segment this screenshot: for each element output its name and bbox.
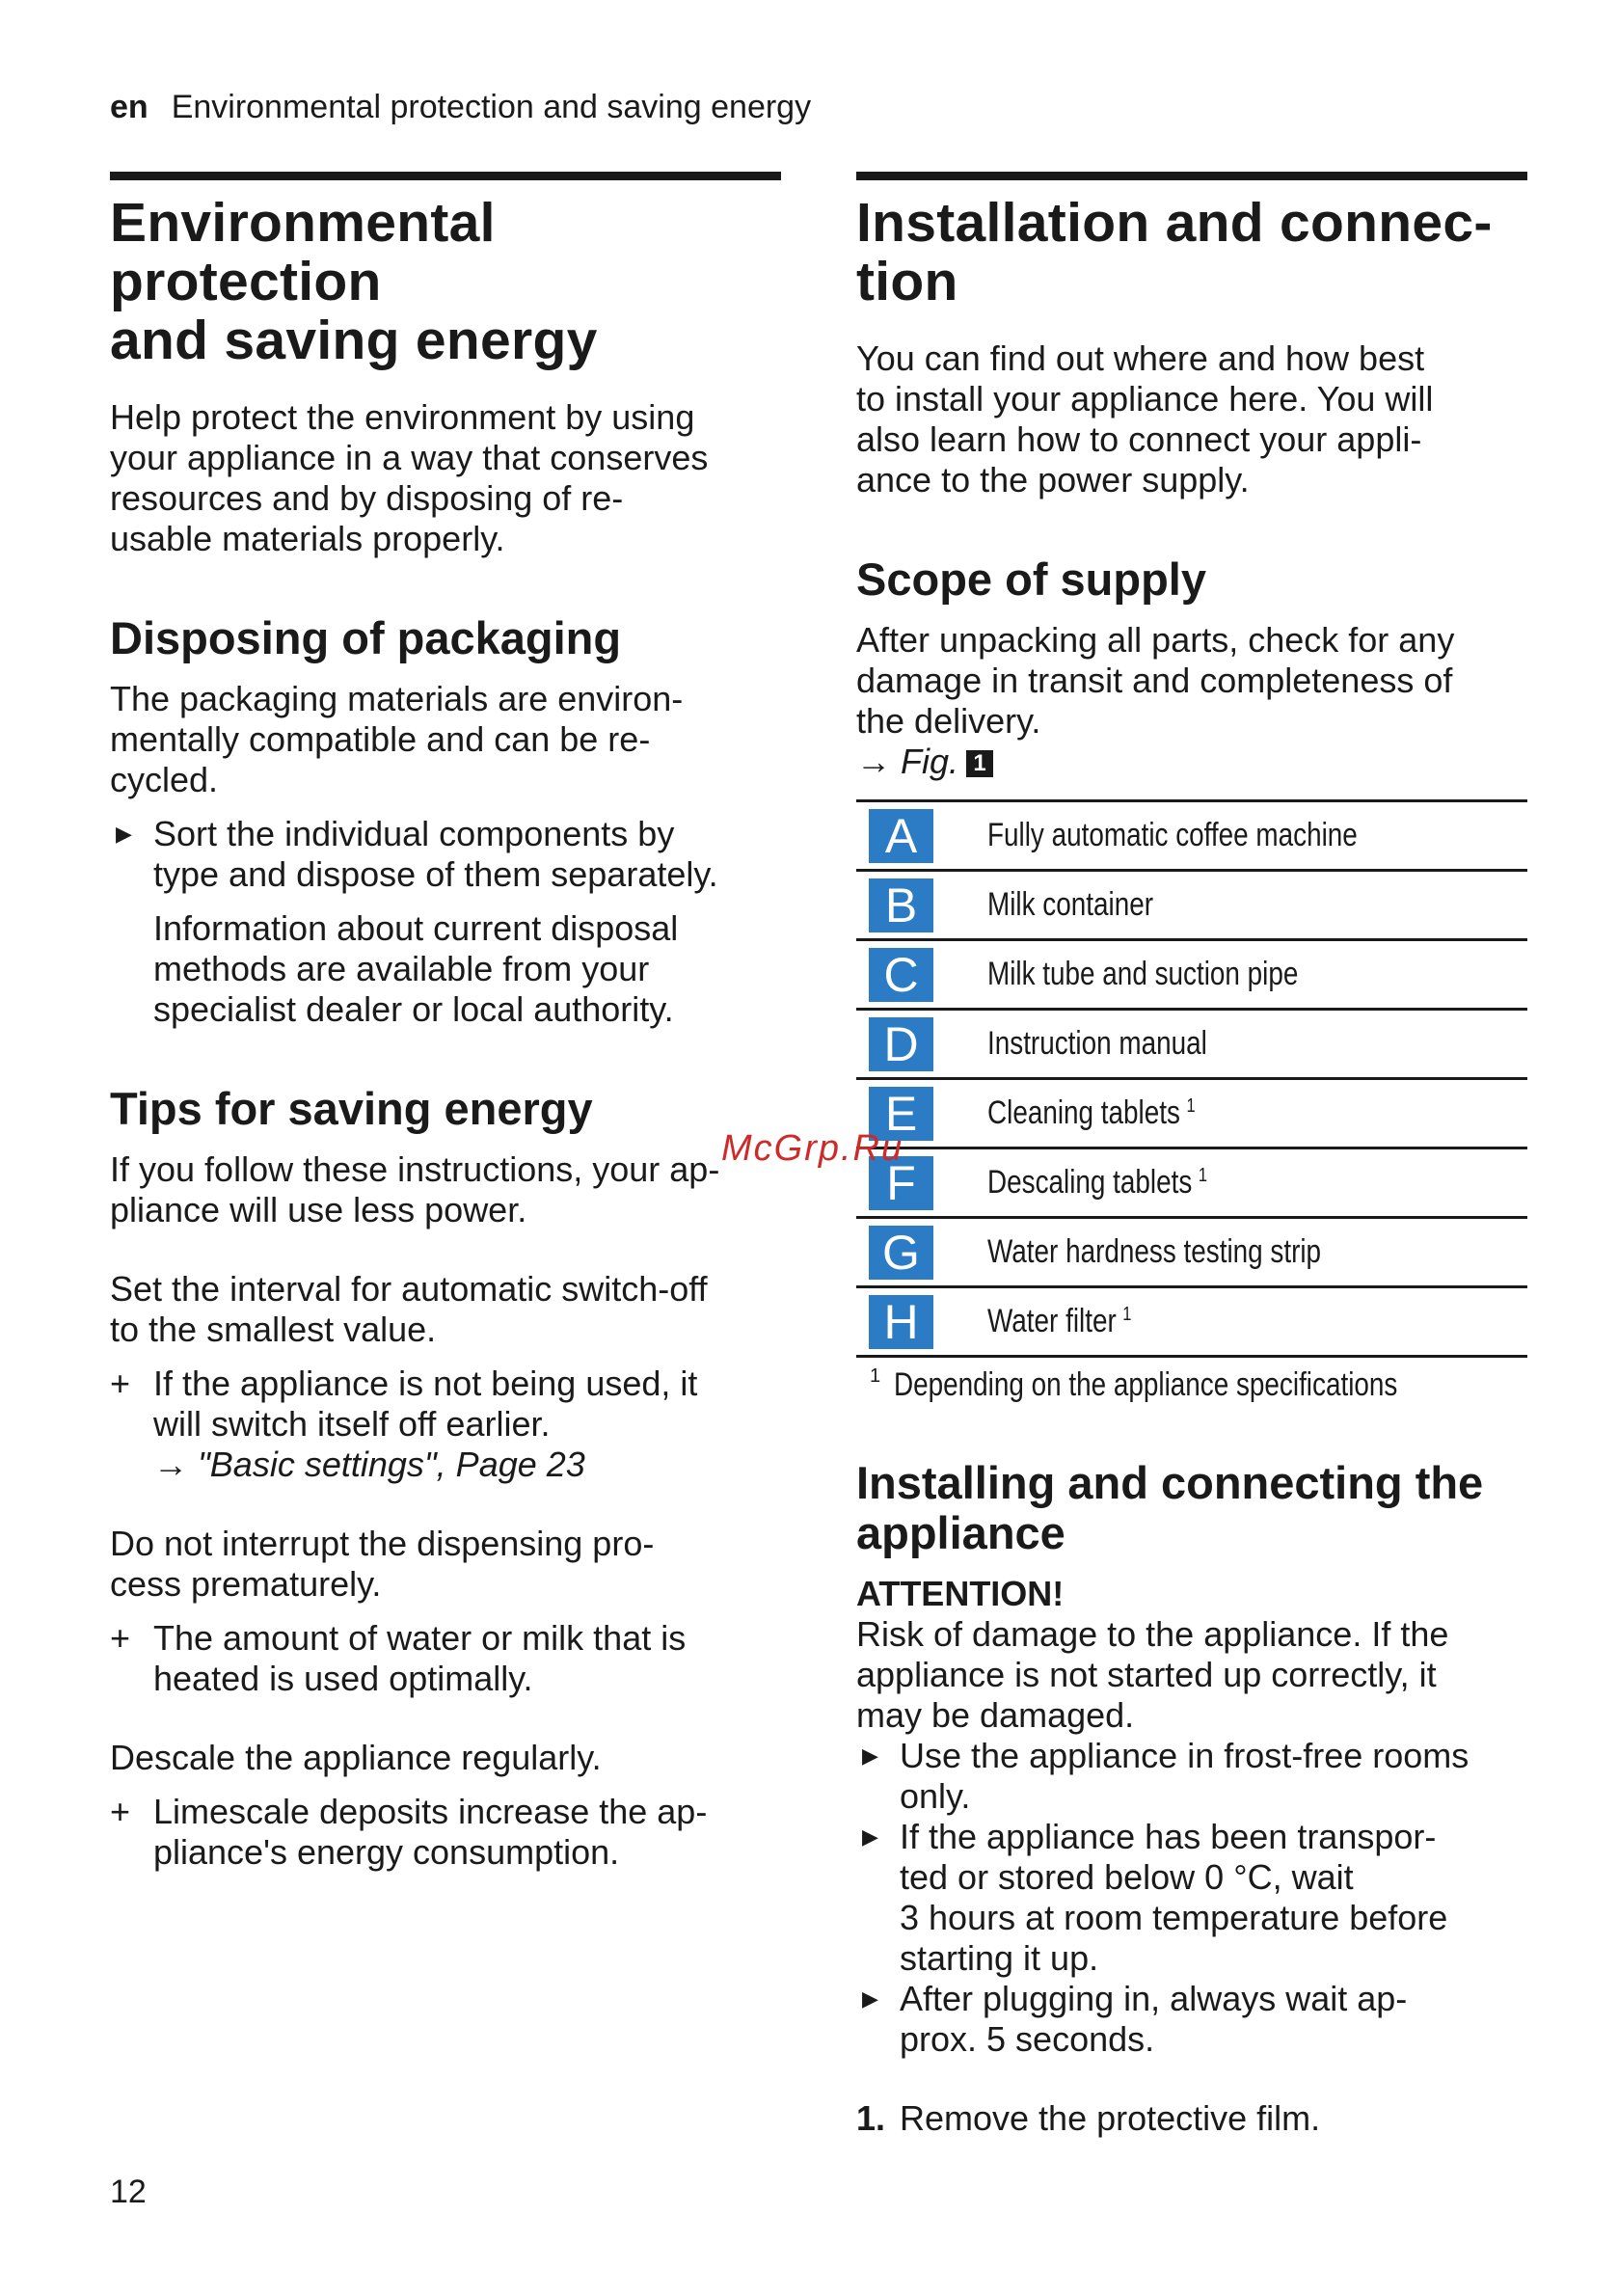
item-letter-badge: H (869, 1295, 933, 1349)
item-letter-badge: D (869, 1017, 933, 1071)
disposing-info: Information about current disposal methods are available from your specialist dealer or local authority. (153, 908, 679, 1029)
footnote-marker: 1 (1186, 1094, 1196, 1117)
item-letter-badge: B (869, 878, 933, 932)
tip-descale: Descale the appliance regularly. (110, 1738, 602, 1777)
disposing-step: ▶ Sort the individual components by type and dispose of them separately. (110, 814, 781, 895)
arrow-right-icon: → (153, 1445, 199, 1484)
attention-bullet: ▶ Use the appliance in frost-free rooms only. (856, 1736, 1527, 1817)
language-code: en (110, 89, 148, 125)
left-column (110, 172, 781, 1873)
section-title-environmental: Environmental protection and saving energy (110, 192, 598, 371)
page-number: 12 (110, 2174, 147, 2210)
step-text: Remove the protective film. (900, 2098, 1321, 2138)
section-rule (110, 172, 781, 180)
heading-disposing-packaging: Disposing of packaging (110, 612, 622, 663)
supply-row (856, 871, 1527, 940)
supply-row (856, 801, 1527, 871)
plus-icon: + (110, 1364, 131, 1403)
plus-icon: + (110, 1792, 131, 1831)
supply-row (856, 1079, 1527, 1148)
footnote-marker: 1 (1198, 1164, 1207, 1186)
plus-icon: + (110, 1618, 131, 1658)
section-title-installation: Installation and connec- tion (856, 192, 1493, 312)
triangle-bullet-icon: ▶ (862, 1986, 878, 2011)
attention-bullet: ▶ If the appliance has been transpor- ted or stored below 0 °C, wait 3 hours at room temperature before starting it up. (856, 1817, 1527, 1979)
supply-row (856, 1010, 1527, 1079)
attention-bullet: ▶ After plugging in, always wait ap- prox. 5 seconds. (856, 1979, 1527, 2060)
supply-row (856, 940, 1527, 1010)
table-footnote: $^1$ Depending on the appliance specifications (870, 1365, 1398, 1403)
item-letter-badge: C (869, 948, 933, 1002)
arrow-right-icon: → (856, 742, 902, 781)
tips-intro: If you follow these instructions, your ap- pliance will use less power. (110, 1149, 720, 1229)
environmental-intro: Help protect the environment by using your appliance in a way that conserves resources and by disposing of re- usable materials properly. (110, 397, 709, 558)
heading-installing-connecting: Installing and connecting the appliance (856, 1457, 1484, 1558)
tip-switch-off-benefit: + If the appliance is not being used, it will switch itself off earlier. → "Basic settings", Page 23 (110, 1364, 698, 1484)
right-column (856, 172, 1527, 2139)
installation-intro: You can find out where and how best to install your appliance here. You will also learn how to connect your appli- ance to the power supply. (856, 338, 1434, 500)
triangle-bullet-icon: ▶ (862, 1824, 878, 1849)
item-name: Milk container (987, 886, 1153, 923)
page-reference-link[interactable]: → "Basic settings", Page 23 (153, 1445, 585, 1484)
scope-text: After unpacking all parts, check for any damage in transit and completeness of the delivery. (856, 620, 1455, 741)
attention-risk-text: Risk of damage to the appliance. If the appliance is not started up correctly, it may be damaged. (856, 1614, 1449, 1735)
footnote-marker: 1 (1122, 1303, 1132, 1325)
watermark: McGrp.Ru (721, 1128, 904, 1169)
disposing-text: The packaging materials are environ- mentally compatible and can be re- cycled. (110, 679, 684, 799)
tip-descale-benefit: + Limescale deposits increase the ap- pliance's energy consumption. (110, 1792, 708, 1872)
item-name: Descaling tablets $^1$ (987, 1164, 1207, 1201)
item-letter-badge: A (869, 809, 933, 863)
item-name: Milk tube and suction pipe (987, 956, 1299, 992)
heading-tips-saving-energy: Tips for saving energy (110, 1083, 593, 1134)
supply-row (856, 1218, 1527, 1287)
item-name: Water filter $^1$ (987, 1303, 1132, 1339)
step-number: 1. (856, 2098, 886, 2138)
triangle-bullet-icon: ▶ (116, 822, 132, 846)
item-name: Fully automatic coffee machine (987, 817, 1358, 853)
item-letter-badge: E (869, 1087, 933, 1141)
item-name: Instruction manual (987, 1025, 1207, 1062)
scope-of-supply-table (856, 799, 1527, 1358)
heading-scope-of-supply: Scope of supply (856, 554, 1206, 605)
running-header (110, 89, 811, 126)
tip-dispensing: Do not interrupt the dispensing pro- cess prematurely. (110, 1524, 655, 1604)
attention-label: ATTENTION! (856, 1574, 1065, 1613)
header-title: Environmental protection and saving energy (171, 89, 812, 125)
supply-row (856, 1148, 1527, 1218)
triangle-bullet-icon: ▶ (862, 1743, 878, 1768)
item-letter-badge: G (869, 1226, 933, 1280)
figure-number-badge: 1 (966, 750, 993, 777)
item-name: Cleaning tablets $^1$ (987, 1094, 1196, 1131)
tip-switch-off: Set the interval for automatic switch-off to the smallest value. (110, 1269, 708, 1349)
item-letter-badge: F (869, 1156, 933, 1210)
tip-dispensing-benefit: + The amount of water or milk that is heated is used optimally. (110, 1618, 687, 1698)
section-rule (856, 172, 1527, 180)
figure-reference-link[interactable]: → Fig. 1 (856, 742, 1527, 782)
supply-row (856, 1287, 1527, 1357)
numbered-step (856, 2098, 1527, 2139)
item-name: Water hardness testing strip (987, 1233, 1322, 1270)
